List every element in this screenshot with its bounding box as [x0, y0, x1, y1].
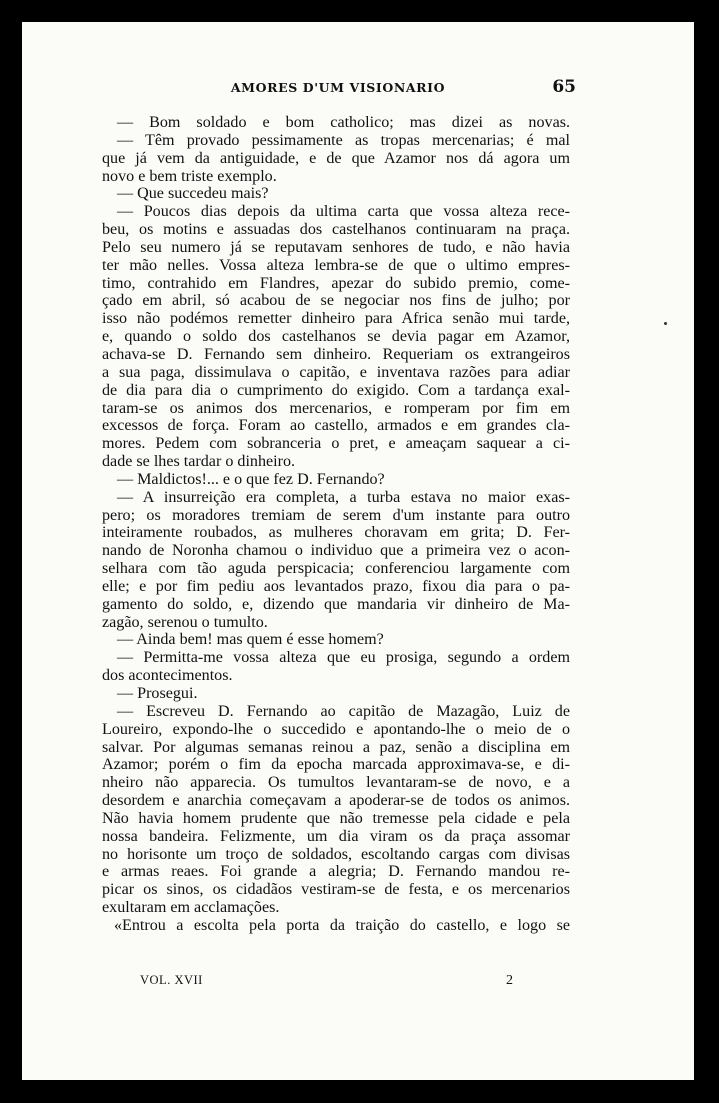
text-line: — Que succedeu mais?	[117, 185, 269, 203]
text-line: pero; os moradores tremiam de serem d'um instante para outro	[102, 506, 570, 524]
text-line: selhara com tão aguda perspicacia; conferenciou largamente com	[102, 560, 570, 578]
text-line: mores. Pedem com sobranceria o pret, e ameaçam saquear a ci-	[102, 435, 570, 453]
text-line: — Escreveu D. Fernando ao capitão de Mazagão, Luiz de	[117, 702, 570, 720]
text-line: exultaram em acclamações.	[102, 899, 280, 917]
text-line: elle; e por fim pediu aos levantados prazo, fixou dia para o pa-	[102, 577, 570, 595]
body-text	[102, 114, 570, 935]
text-line: de dia para dia o cumprimento do exigido. Com a tardança exal-	[102, 381, 570, 399]
text-line: taram-se os animos dos mercenarios, e romperam por fim em	[102, 399, 570, 417]
text-line: desordem e anarchia começavam a apoderar-se de todos os animos.	[102, 792, 570, 810]
text-line: no horisonte um troço de soldados, escoltando cargas com divisas	[102, 845, 570, 863]
text-line: — Bom soldado e bom catholico; mas dizei as novas.	[117, 114, 570, 131]
print-speck	[664, 322, 667, 325]
volume-label: VOL. XVII	[140, 973, 203, 987]
text-line: — Têm provado pessimamente as tropas mercenarias; é mal	[117, 131, 570, 149]
running-title: AMORES D'UM VISIONARIO	[230, 80, 446, 95]
text-line: inteiramente roubados, as mulheres choravam em grita; D. Fer-	[102, 524, 570, 542]
signature-mark: 2	[506, 973, 513, 988]
text-line: Loureiro, expondo-lhe o succedido e apontando-lhe o meio de o	[102, 720, 570, 738]
text-line: nando de Noronha chamou o individuo que a primeira vez o acon-	[102, 542, 570, 560]
text-line: gamento do soldo, e, dizendo que mandaria vir dinheiro de Ma-	[102, 595, 570, 613]
page-header	[100, 77, 576, 100]
text-line: achava-se D. Fernando sem dinheiro. Requeriam os extrangeiros	[102, 345, 570, 363]
text-line: Não havia homem prudente que não tremesse pela cidade e pela	[102, 809, 570, 827]
text-line: zagão, serenou o tumulto.	[102, 613, 268, 631]
text-line: novo e bem triste exemplo.	[102, 167, 277, 185]
page-number: 65	[552, 77, 576, 97]
text-line: — A insurreição era completa, a turba estava no maior exas-	[117, 488, 570, 506]
text-line: que já vem da antiguidade, e de que Azamor nos dá agora um	[102, 149, 570, 167]
text-line: dade se lhes tardar o dinheiro.	[102, 453, 296, 471]
text-line: Pelo seu numero já se reputavam senhores de tudo, e não havia	[102, 238, 570, 256]
text-line: — Prosegui.	[117, 685, 198, 702]
text-line: ter mão nelles. Vossa alteza lembra-se de que o ultimo empres-	[102, 256, 570, 274]
text-line: beu, os motins e assuadas dos castelhanos continuaram na praça.	[102, 221, 570, 239]
text-line: — Maldictos!... e o que fez D. Fernando?	[117, 470, 385, 488]
text-line: timo, contrahido em Flandres, apezar do subido premio, come-	[102, 274, 570, 292]
text-line: e, quando o soldo dos castelhanos se devia pagar em Azamor,	[102, 328, 570, 346]
text-line: salvar. Por algumas semanas reinou a paz, senão a disciplina em	[102, 738, 570, 756]
text-line: — Ainda bem! mas quem é esse homem?	[117, 631, 384, 649]
text-line: a sua paga, dissimulava o capitão, e inventava razões para adiar	[102, 363, 570, 381]
text-line: excessos de força. Foram ao castello, armados e em grandes cla-	[102, 417, 570, 435]
text-line: dos acontecimentos.	[102, 667, 233, 685]
text-line: çado em abril, só acabou de se negociar nos fins de julho; por	[102, 292, 570, 310]
text-line: — Poucos dias depois da ultima carta que vossa alteza rece-	[117, 203, 570, 221]
text-line: picar os sinos, os cidadãos vestiram-se de festa, e os mercenarios	[102, 881, 570, 899]
text-line: «Entrou a escolta pela porta da traição do castello, e logo se	[114, 916, 570, 934]
text-line: Azamor; porém o fim da epocha marcada approximava-se, e di-	[102, 756, 570, 774]
text-line: e armas reaes. Foi grande a alegria; D. Fernando mandou re-	[102, 863, 570, 881]
text-line: — Permitta-me vossa alteza que eu prosiga, segundo a ordem	[117, 649, 570, 667]
text-line: nossa bandeira. Felizmente, um dia viram os da praça assomar	[102, 827, 570, 845]
text-line: nheiro não apparecia. Os tumultos levantaram-se de novo, e a	[102, 774, 570, 792]
text-line: isso não podémos remetter dinheiro para Africa senão mui tarde,	[102, 310, 570, 328]
